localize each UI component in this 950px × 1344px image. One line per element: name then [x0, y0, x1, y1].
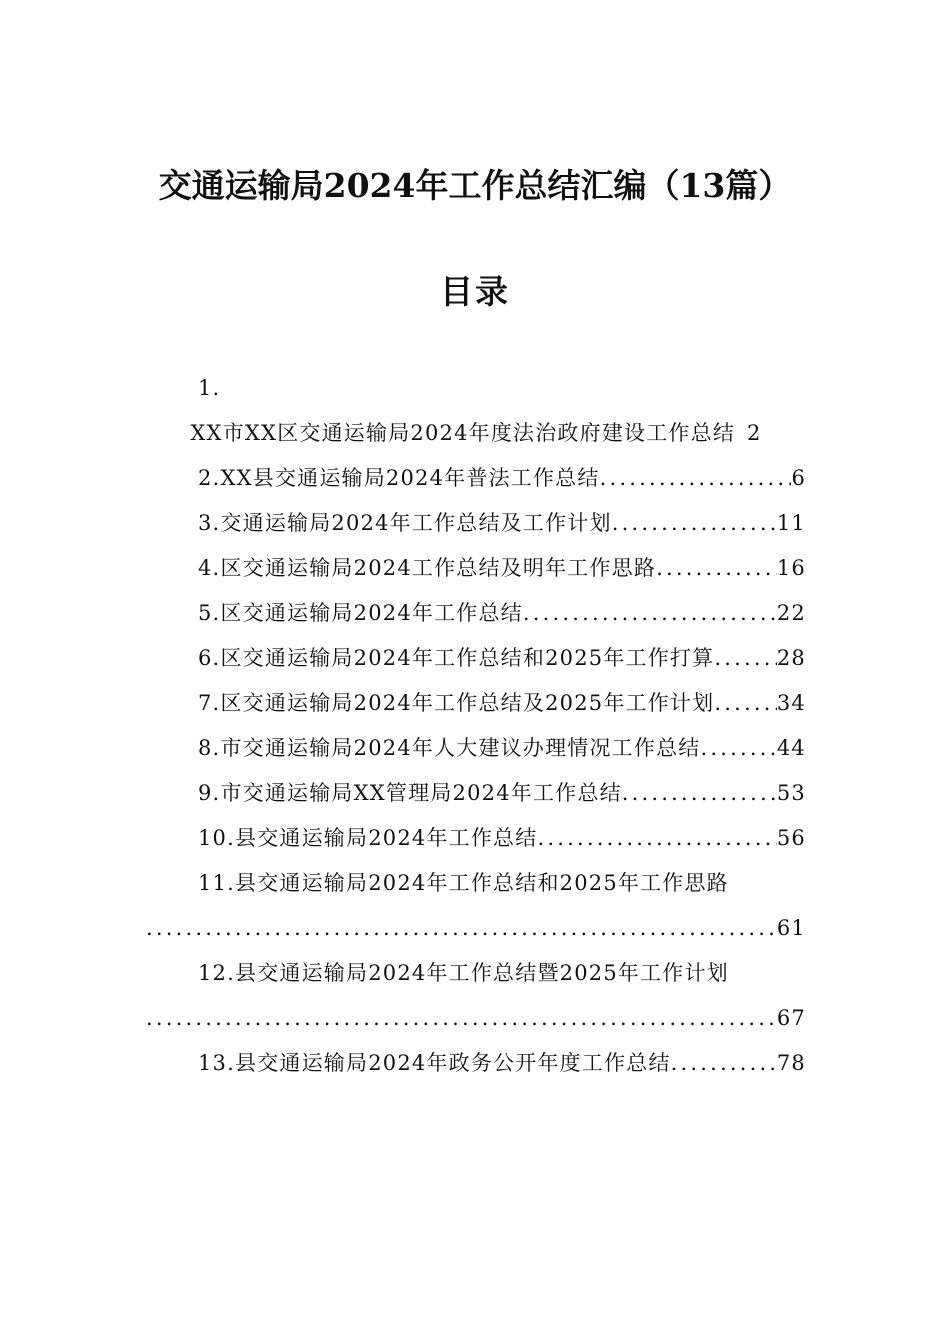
toc-entry-page: 56 [776, 826, 806, 850]
toc-entry-number: 11. [198, 871, 235, 895]
document-title: 交通运输局2024年工作总结汇编（13篇） [158, 166, 792, 205]
toc-entry-page: 53 [776, 781, 806, 805]
toc-entry-number: 13. [198, 1051, 235, 1075]
toc-entry-page: 11 [776, 511, 806, 535]
toc-heading: 目录 [440, 272, 510, 311]
toc-entry-page: 22 [776, 601, 806, 625]
toc-entry-page: 44 [776, 736, 806, 760]
toc-entry-number: 12. [198, 961, 235, 985]
toc-entry-number: 10. [198, 826, 235, 850]
toc-entry-title: 区交通运输局2024年工作总结和2025年工作打算 [220, 646, 715, 670]
toc-entry-1-title-line[interactable] [146, 411, 806, 456]
toc-entry-title: 县交通运输局2024年政务公开年度工作总结 [235, 1051, 671, 1075]
toc-entry-page: 67 [776, 1006, 806, 1030]
toc-dot-leader [537, 816, 776, 861]
toc-entry-page: 16 [776, 556, 806, 580]
toc-entry-title: 县交通运输局2024年工作总结 [235, 826, 538, 850]
toc-entry-number: 2. [198, 466, 221, 490]
toc-entry-number: 6. [198, 646, 221, 670]
toc-entry-12-page-line[interactable] [146, 996, 806, 1041]
toc-entry-number: 4. [198, 556, 221, 580]
toc-entry-13[interactable] [146, 1041, 806, 1086]
toc-entry-6[interactable] [146, 636, 806, 681]
toc-dot-leader [714, 636, 777, 681]
toc-entry-1-number-line[interactable] [146, 366, 806, 411]
toc-dot-leader [600, 456, 792, 501]
toc-dot-leader [523, 591, 777, 636]
toc-entry-title: 县交通运输局2024年工作总结暨2025年工作计划 [235, 961, 729, 985]
toc-entry-number: 7. [198, 691, 221, 715]
toc-entry-title: XX市XX区交通运输局2024年度法治政府建设工作总结 [190, 421, 736, 445]
toc-entry-number: 1. [198, 376, 221, 400]
toc-entry-5[interactable] [146, 591, 806, 636]
toc-entry-title: 交通运输局2024年工作总结及工作计划 [220, 511, 612, 535]
toc-entry-number: 9. [198, 781, 221, 805]
toc-entry-page: 78 [776, 1051, 806, 1075]
toc-dot-leader [612, 501, 777, 546]
toc-dot-leader [146, 996, 777, 1041]
toc-entry-page: 2 [747, 421, 762, 445]
toc-entry-page: 34 [776, 691, 806, 715]
toc-entry-12-title-line[interactable] [146, 951, 806, 996]
toc-entry-title: XX县交通运输局2024年普法工作总结 [220, 466, 600, 490]
toc-entry-8[interactable] [146, 726, 806, 771]
toc-entry-page: 61 [776, 916, 806, 940]
toc-entry-4[interactable] [146, 546, 806, 591]
toc-entry-9[interactable] [146, 771, 806, 816]
toc-entry-title: 区交通运输局2024年工作总结及2025年工作计划 [220, 691, 715, 715]
toc-entry-title: 县交通运输局2024年工作总结和2025年工作思路 [235, 871, 729, 895]
toc-dot-leader [656, 546, 777, 591]
toc-entry-3[interactable] [146, 501, 806, 546]
toc-entry-title: 区交通运输局2024工作总结及明年工作思路 [220, 556, 657, 580]
toc-entry-7[interactable] [146, 681, 806, 726]
toc-entry-title: 市交通运输局XX管理局2024年工作总结 [220, 781, 622, 805]
toc-dot-leader [146, 906, 777, 951]
toc-dot-leader [700, 726, 776, 771]
toc-entry-number: 8. [198, 736, 221, 760]
toc-entry-page: 6 [791, 466, 806, 490]
toc-entry-title: 市交通运输局2024年人大建议办理情况工作总结 [220, 736, 701, 760]
toc-entry-page: 28 [776, 646, 806, 670]
toc-dot-leader [714, 681, 777, 726]
toc-entry-number: 5. [198, 601, 221, 625]
toc-entry-number: 3. [198, 511, 221, 535]
toc-entry-10[interactable] [146, 816, 806, 861]
toc-entry-title: 区交通运输局2024年工作总结 [220, 601, 523, 625]
toc-entry-11-title-line[interactable] [146, 861, 806, 906]
toc-entry-2[interactable] [146, 456, 806, 501]
toc-dot-leader [671, 1041, 777, 1086]
table-of-contents [146, 366, 806, 1086]
toc-dot-leader [622, 771, 777, 816]
toc-entry-11-page-line[interactable] [146, 906, 806, 951]
